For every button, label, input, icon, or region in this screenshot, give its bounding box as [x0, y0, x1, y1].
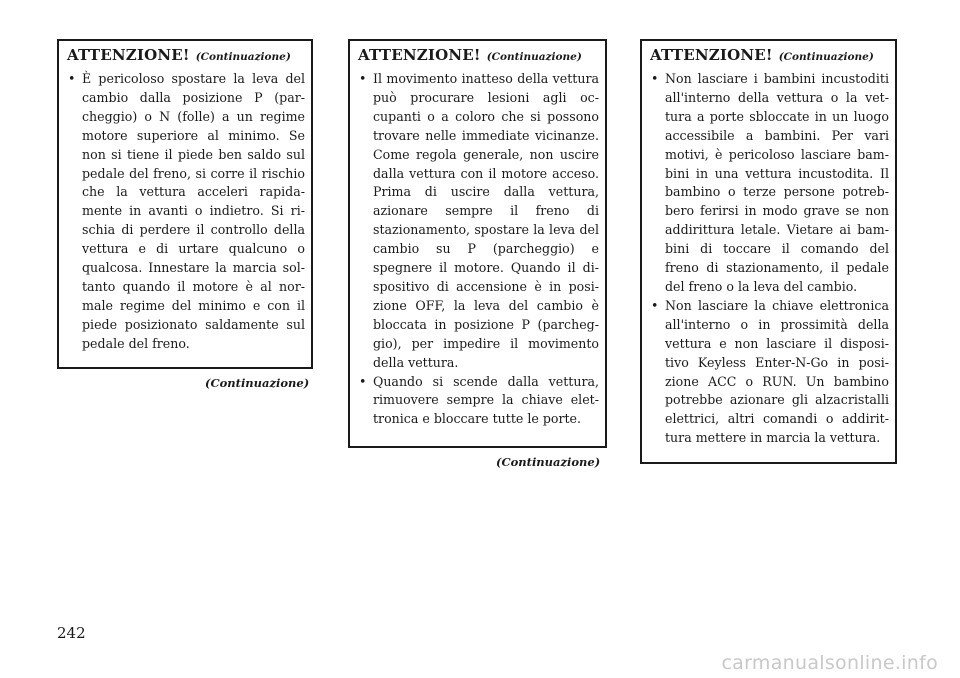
warning-box-3	[640, 39, 897, 464]
warning-item: • Non lasciare la chiave elettronica all'interno o in prossimità della vettura e non lasciare il dispositivo Keyless Enter-N-Go in posizione ACC o RUN. Un bambino potrebbe azionare gli alzacristalli elettrici, altri comandi o addirittura mettere in marcia la vettura.	[650, 297, 889, 448]
warning-title	[358, 46, 599, 64]
warning-heading: ATTENZIONE!	[650, 46, 773, 64]
warning-list	[358, 70, 599, 429]
warning-continued-label: (Continuazione)	[778, 51, 874, 63]
warning-heading: ATTENZIONE!	[358, 46, 481, 64]
watermark: carmanualsonline.info	[721, 652, 938, 674]
continuation-footer-1: (Continuazione)	[205, 376, 310, 390]
warning-list	[650, 70, 889, 448]
warning-item: • Non lasciare i bambini incustoditi all'interno della vettura o la vettura a porte sbloccate in un luogo accessibile a bambini. Per vari motivi, è pericoloso lasciare bambini in una vettura incustodita. Il bambino o terze persone potrebbero ferirsi in modo grave se non addirittura letale. Vietare ai bambini di toccare il comando del freno di stazionamento, il pedale del freno o la leva del cambio.	[650, 70, 889, 297]
warning-title	[650, 46, 889, 64]
warning-item: • Quando si scende dalla vettura, rimuovere sempre la chiave elettronica e bloccare tutte le porte.	[358, 373, 599, 430]
warning-continued-label: (Continuazione)	[195, 51, 291, 63]
warning-continued-label: (Continuazione)	[486, 51, 582, 63]
warning-item: • È pericoloso spostare la leva del cambio dalla posizione P (parcheggio) o N (folle) a un regime motore superiore al minimo. Se non si tiene il piede ben saldo sul pedale del freno, si corre il rischio che la vettura acceleri rapidamente in avanti o indietro. Si rischia di perdere il controllo della vettura e di urtare qualcuno o qualcosa. Innestare la marcia soltanto quando il motore è al normale regime del minimo e con il piede posizionato saldamente sul pedale del freno.	[67, 70, 305, 354]
warning-box-2	[348, 39, 607, 448]
warning-title	[67, 46, 305, 64]
warning-list	[67, 70, 305, 354]
page-number: 242	[57, 624, 86, 642]
warning-box-1	[57, 39, 313, 369]
warning-heading: ATTENZIONE!	[67, 46, 190, 64]
warning-item: • Il movimento inatteso della vettura può procurare lesioni agli occupanti o a coloro che si possono trovare nelle immediate vicinanze. Come regola generale, non uscire dalla vettura con il motore acceso. Prima di uscire dalla vettura, azionare sempre il freno di stazionamento, spostare la leva del cambio su P (parcheggio) e spegnere il motore. Quando il dispositivo di accensione è in posizione OFF, la leva del cambio è bloccata in posizione P (parcheggio), per impedire il movimento della vettura.	[358, 70, 599, 373]
continuation-footer-2: (Continuazione)	[496, 455, 601, 469]
